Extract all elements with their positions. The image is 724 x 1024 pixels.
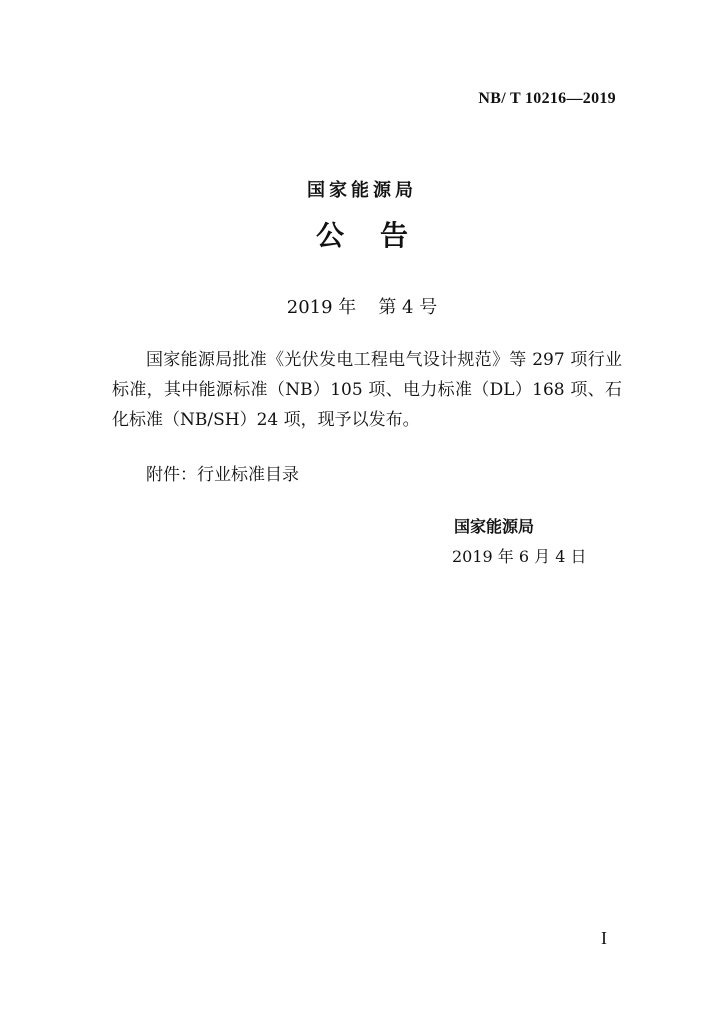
signature-date: 2019 年 6 月 4 日 <box>452 547 587 566</box>
body-paragraph: 国家能源局批准《光伏发电工程电气设计规范》等 297 项行业标准，其中能源标准（NB）105 项、电力标准（DL）168 项、石化标准（NB/SH）24 项，现予以发布。 <box>112 350 622 430</box>
signature-organization: 国家能源局 <box>454 517 535 536</box>
attachment-line: 附件：行业标准目录 <box>146 465 299 485</box>
notice-body <box>112 345 622 435</box>
page-number: I <box>601 928 607 948</box>
notice-issuer: 国家能源局 <box>307 180 417 201</box>
notice-no: 第 4 号 <box>378 297 438 318</box>
notice-year: 2019 年 <box>286 297 357 318</box>
standard-code: NB/ T 10216—2019 <box>478 90 616 107</box>
notice-title: 公告 <box>315 219 444 252</box>
notice-number <box>0 293 724 319</box>
